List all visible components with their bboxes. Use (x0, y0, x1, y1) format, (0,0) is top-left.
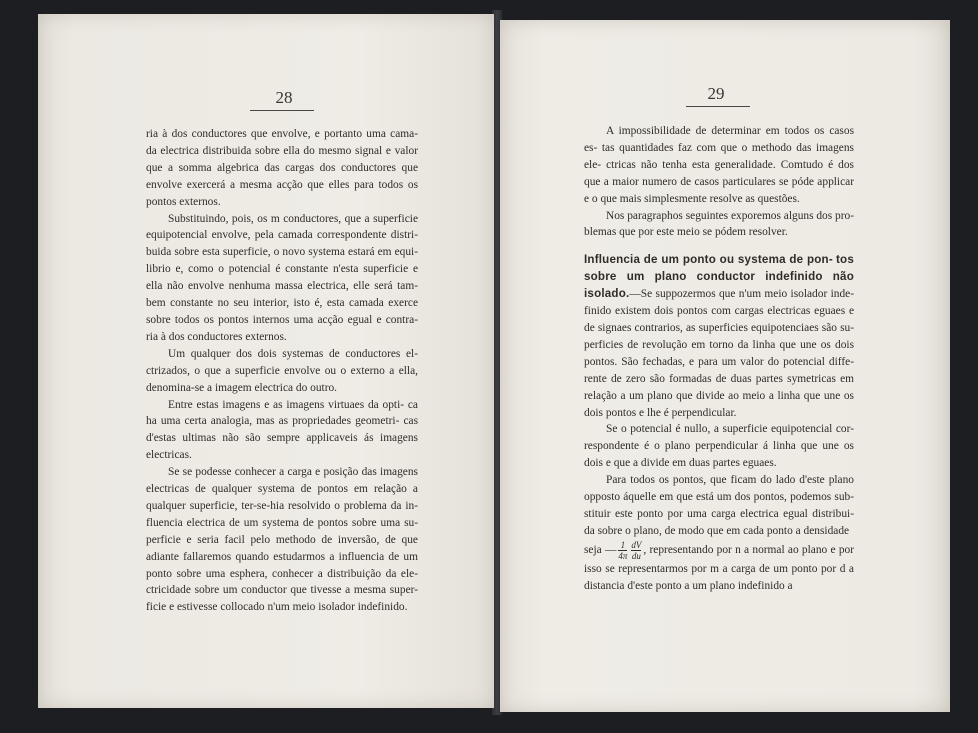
fraction-1-over-4pi: $\frac{1}{4\pi}$ (618, 539, 628, 561)
right-page-number: 29 (707, 84, 725, 103)
fraction-dv-over-du: $\frac{dV}{du}$ (631, 539, 642, 561)
section-heading: Influencia de um ponto ou systema de pon- tos sobre um plano conductor indefinido não isolado.—Se suppozermos que n'um meio isolador inde- finido existem dois pontos com cargas electricas eguaes e de signaes contrarios, as superficies equipotenciaes são su- perficies de revolução em torno da linha que une os dois pontos. São fechadas, e para um valor do potencial diffe- rente de zero são formadas de duas partes symetricas em relação a um plano que divide ao meio a linha que une os dois pontos e lhe é perpendicular. (584, 253, 854, 419)
paragraph: Entre estas imagens e as imagens virtuaes da opti- ca ha uma certa analogia, mas as propriedades geometri- cas d'estas ultimas não são sempre applicaveis ás imagens electricas. (146, 398, 418, 462)
right-page (500, 20, 950, 712)
formula-line: seja — $\frac{1}{4\pi}$ $\frac{dV}{du}$ , representando por n a normal ao plano e por isso se representarmos por m a carga de um ponto por d a distancia d'este ponto a um plano indefinido a (584, 539, 854, 592)
paragraph: Substituindo, pois, os m conductores, que a superficie equipotencial envolve, pela camada correspondente distri- buida sobre esta superficie, o novo systema estará em equi- librio e, como o potencial é constante n'esta superficie e ella não envolve nenhuma massa electrica, elle será tam- bem constante no seu interior, isto é, esta camada exerce sobre todos os pontos internos uma acção egual e contra- ria à dos conductores externos. (146, 212, 418, 343)
right-page-number-rule (686, 106, 750, 107)
paragraph: A impossibilidade de determinar em todos os casos es- tas quantidades faz com que o methodo das imagens ele- ctricas não tenha esta generalidade. Comtudo é dos que a maior numero de casos particulares se póde applicar e o que mais simplesmente resolve as questões. (584, 125, 854, 205)
left-page-number-rule (250, 110, 314, 111)
right-page-body (584, 123, 854, 595)
paragraph: Se o potencial é nullo, a superficie equipotencial cor- respondente é o plano perpendicular á linha que une os dois e que a divide em duas partes eguaes. (584, 423, 854, 470)
left-page-number: 28 (275, 88, 293, 107)
left-page-body (146, 126, 418, 616)
left-page (38, 14, 494, 708)
section (584, 252, 854, 421)
paragraph: ria à dos conductores que envolve, e portanto uma cama- da electrica distribuida sobre ella do mesmo signal e valor que a somma algebrica das cargas dos conductores que envolve exercerá a mesma acção que elles para todos os pontos externos. (146, 128, 418, 208)
paragraph: Nos paragraphos seguintes exporemos alguns dos pro- blemas que por este meio se pódem resolver. (584, 209, 855, 239)
paragraph: Um qualquer dos dois systemas de conductores el- ctrizados, o que a superficie envolve ou o externo a ella, denomina-se a imagem electrica do outro. (146, 347, 418, 394)
paragraph: Se se podesse conhecer a carga e posição das imagens electricas de qualquer systema de pontos em relação a qualquer superficie, ter-se-hia resolvido o problema da in- fluencia electrica de um systema de pontos sobre uma su- perficie e seria facil pelo methodo de inversão, de que adiante fallaremos quando estudarmos a influencia de um ponto sobre uma esphera, conhecer a distribuição da ele- ctricidade sobre um conductor que tivesse a mesma super- ficie e estivesse collocado n'um meio isolador indefinido. (146, 466, 418, 614)
paragraph: Para todos os pontos, que ficam do lado d'este plano opposto áquelle em que está um dos pontos, podemos sub- stituir este ponto por uma carga electrica egual distribui- da sobre o plano, de modo que em cada ponto a densidade (584, 474, 854, 537)
